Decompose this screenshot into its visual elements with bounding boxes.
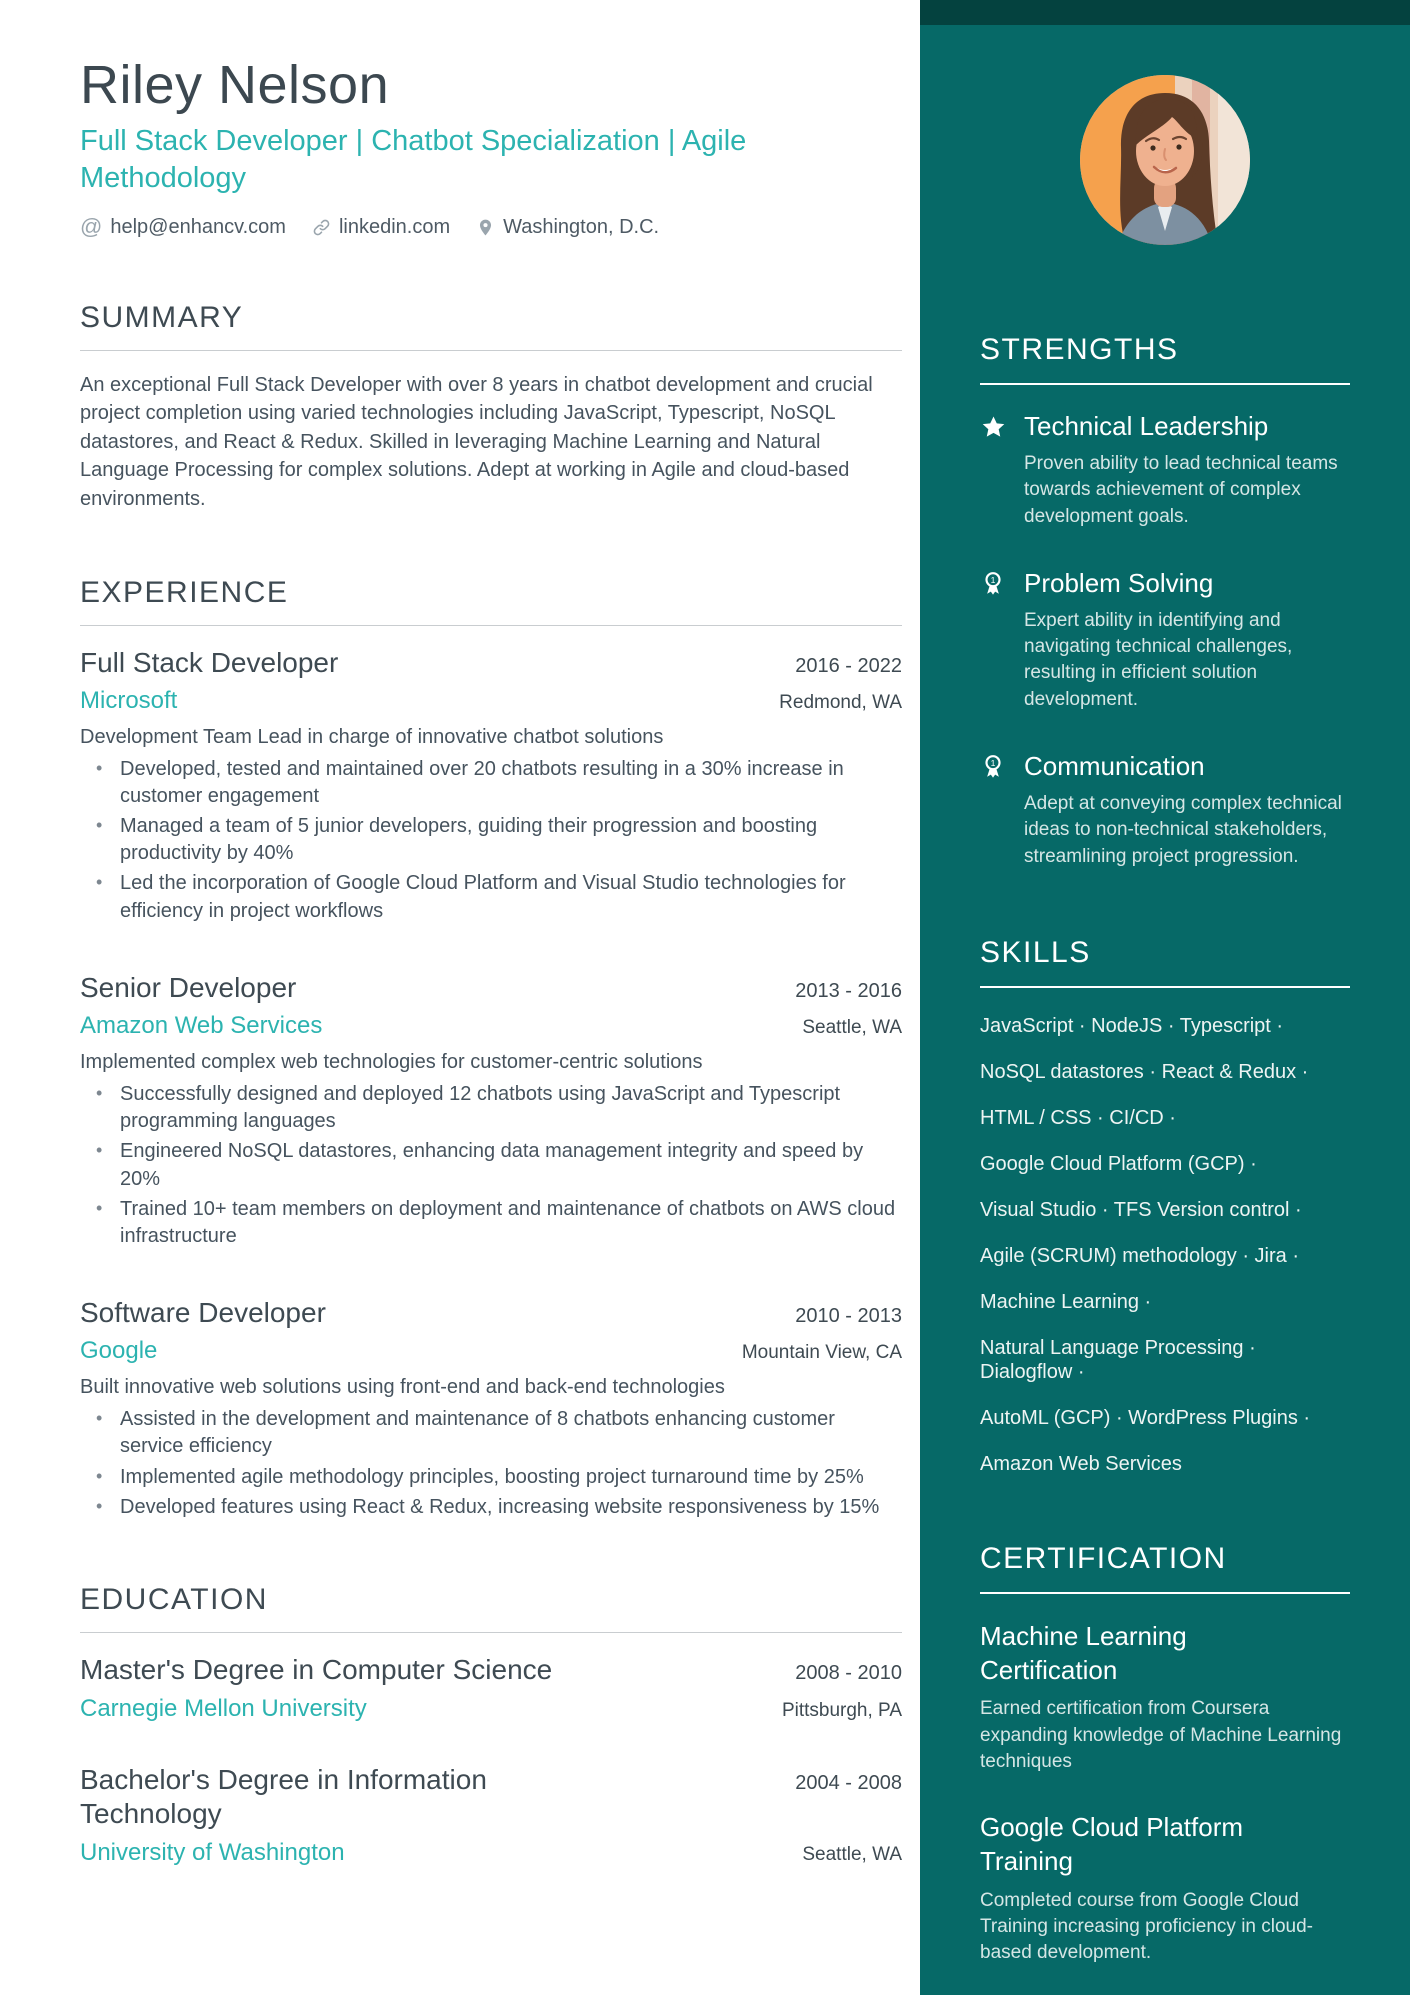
summary-text: An exceptional Full Stack Developer with over 8 years in chatbot development and crucial project completion using varied technologies including JavaScript, Typescript, NoSQL datastores, and React & Redux. Skilled in leveraging Machine Learning and Natural Language Processing for complex solutions. Adept at working in Agile and cloud-based environments. xyxy=(80,373,873,510)
job-dates: 2010 - 2013 xyxy=(795,1305,902,1328)
summary-section xyxy=(80,301,902,514)
sidebar xyxy=(920,0,1410,1995)
certification-title: Google Cloud Platform Training xyxy=(980,1812,1244,1876)
job-lead: Built innovative web solutions using front-end and back-end technologies xyxy=(80,1376,725,1399)
job-bullet: • Assisted in the development and maintenance of 8 chatbots enhancing customer service efficiency xyxy=(80,1406,902,1460)
degree-title: Bachelor's Degree in Information Technology xyxy=(80,1764,487,1830)
job-bullet: • Developed, tested and maintained over 20 chatbots resulting in a 30% increase in customer engagement xyxy=(80,756,902,810)
svg-text:1: 1 xyxy=(990,757,996,768)
education-entry xyxy=(80,1763,902,1867)
education-dates: 2004 - 2008 xyxy=(795,1772,902,1795)
certification-description: Earned certification from Coursera expanding knowledge of Machine Learning techniques xyxy=(980,1698,1342,1772)
summary-heading: SUMMARY xyxy=(80,301,902,351)
job-title: Full Stack Developer xyxy=(80,646,339,678)
education-heading: EDUCATION xyxy=(80,1583,902,1633)
contact-linkedin[interactable] xyxy=(312,216,450,239)
contact-row xyxy=(80,216,902,239)
strength-description: Proven ability to lead technical teams towards achievement of complex development goals. xyxy=(1024,453,1338,527)
job-entry xyxy=(80,971,902,1250)
certification-item xyxy=(980,1620,1350,1775)
skill-line: AutoML (GCP) · WordPress Plugins · xyxy=(980,1406,1311,1429)
job-title: Software Developer xyxy=(80,1297,326,1329)
job-location: Mountain View, CA xyxy=(741,1342,902,1364)
job-bullet: • Developed features using React & Redux, increasing website responsiveness by 15% xyxy=(80,1494,902,1521)
sidebar-top-strip xyxy=(920,0,1410,25)
skill-line: Natural Language Processing · Dialogflow · xyxy=(980,1336,1256,1383)
star-icon xyxy=(980,411,1007,530)
experience-heading: EXPERIENCE xyxy=(80,576,902,626)
strength-item xyxy=(980,751,1350,870)
certification-description: Completed course from Google Cloud Training increasing proficiency in cloud-based development. xyxy=(980,1889,1314,1964)
strength-item xyxy=(980,411,1350,530)
job-dates: 2013 - 2016 xyxy=(795,979,902,1002)
job-dates: 2016 - 2022 xyxy=(795,654,902,677)
skill-line: JavaScript · NodeJS · Typescript · xyxy=(980,1014,1284,1037)
job-bullet: • Implemented agile methodology principles, boosting project turnaround time by 25% xyxy=(80,1464,902,1491)
education-dates: 2008 - 2010 xyxy=(795,1661,902,1684)
certification-section xyxy=(980,1542,1350,1967)
skill-line: Amazon Web Services xyxy=(980,1452,1182,1475)
education-location: Pittsburgh, PA xyxy=(781,1700,902,1722)
education-entry xyxy=(80,1653,902,1723)
person-headline: Full Stack Developer | Chatbot Specialization | Agile Methodology xyxy=(80,125,747,195)
certification-item xyxy=(980,1811,1350,1966)
link-icon xyxy=(312,218,331,237)
education-section xyxy=(80,1583,902,1867)
certification-title: Machine Learning Certification xyxy=(980,1620,1187,1685)
at-icon: @ xyxy=(80,214,103,240)
contact-email[interactable] xyxy=(80,216,286,239)
job-entry xyxy=(80,646,902,925)
school-name: University of Washington xyxy=(80,1839,345,1867)
skill-line: HTML / CSS · CI/CD · xyxy=(980,1106,1176,1129)
strength-item xyxy=(980,568,1350,713)
person-name: Riley Nelson xyxy=(80,55,390,115)
job-location: Seattle, WA xyxy=(802,1016,902,1038)
job-bullet: • Successfully designed and deployed 12 chatbots using JavaScript and Typescript programming languages xyxy=(80,1081,902,1135)
skill-line: Agile (SCRUM) methodology · Jira · xyxy=(980,1244,1299,1267)
strength-title: Communication xyxy=(1024,750,1205,781)
strengths-section xyxy=(980,333,1350,870)
job-lead: Development Team Lead in charge of innovative chatbot solutions xyxy=(80,725,664,748)
job-bullet: • Engineered NoSQL datastores, enhancing data management integrity and speed by 20% xyxy=(80,1138,902,1192)
contact-location xyxy=(476,216,659,239)
job-company: Google xyxy=(80,1337,158,1365)
certification-heading: CERTIFICATION xyxy=(980,1542,1350,1594)
skill-line: Google Cloud Platform (GCP) · xyxy=(980,1152,1257,1175)
strength-title: Technical Leadership xyxy=(1024,411,1269,441)
medal-icon xyxy=(980,568,1007,713)
job-bullet: • Trained 10+ team members on deployment and maintenance of chatbots on AWS cloud infrastructure xyxy=(80,1196,902,1250)
skills-section xyxy=(980,936,1350,1476)
contact-email-text: help@enhancv.com xyxy=(110,215,286,238)
degree-title: Master's Degree in Computer Science xyxy=(80,1653,553,1685)
skills-heading: SKILLS xyxy=(980,936,1350,988)
strength-description: Adept at conveying complex technical ideas to non-technical stakeholders, streamlining project progression. xyxy=(1024,793,1342,867)
skill-line: Machine Learning · xyxy=(980,1290,1152,1313)
job-entry xyxy=(80,1296,902,1521)
skill-line: Visual Studio · TFS Version control · xyxy=(980,1198,1302,1221)
job-bullet: • Led the incorporation of Google Cloud Platform and Visual Studio technologies for efficiency in project workflows xyxy=(80,870,902,924)
job-bullet-list xyxy=(80,756,902,925)
experience-section xyxy=(80,576,902,1521)
job-location: Redmond, WA xyxy=(779,691,902,713)
contact-linkedin-text: linkedin.com xyxy=(338,215,451,238)
location-pin-icon xyxy=(476,218,495,237)
strength-description: Expert ability in identifying and navigating technical challenges, resulting in efficient solution development. xyxy=(1024,610,1293,710)
job-bullet-list xyxy=(80,1081,902,1250)
avatar xyxy=(1080,75,1250,245)
job-company: Microsoft xyxy=(80,686,178,714)
skill-line: NoSQL datastores · React & Redux · xyxy=(980,1060,1309,1083)
strength-title: Problem Solving xyxy=(1024,567,1214,598)
job-company: Amazon Web Services xyxy=(80,1011,323,1039)
job-bullet-list xyxy=(80,1406,902,1521)
school-name: Carnegie Mellon University xyxy=(80,1695,367,1723)
medal-icon xyxy=(980,751,1007,870)
job-lead: Implemented complex web technologies for customer-centric solutions xyxy=(80,1050,703,1073)
svg-text:1: 1 xyxy=(990,574,996,585)
education-location: Seattle, WA xyxy=(802,1844,902,1866)
job-title: Senior Developer xyxy=(80,971,297,1003)
strengths-heading: STRENGTHS xyxy=(980,333,1350,385)
contact-location-text: Washington, D.C. xyxy=(503,215,660,238)
job-bullet: • Managed a team of 5 junior developers, guiding their progression and boosting productivity by 40% xyxy=(80,813,902,867)
